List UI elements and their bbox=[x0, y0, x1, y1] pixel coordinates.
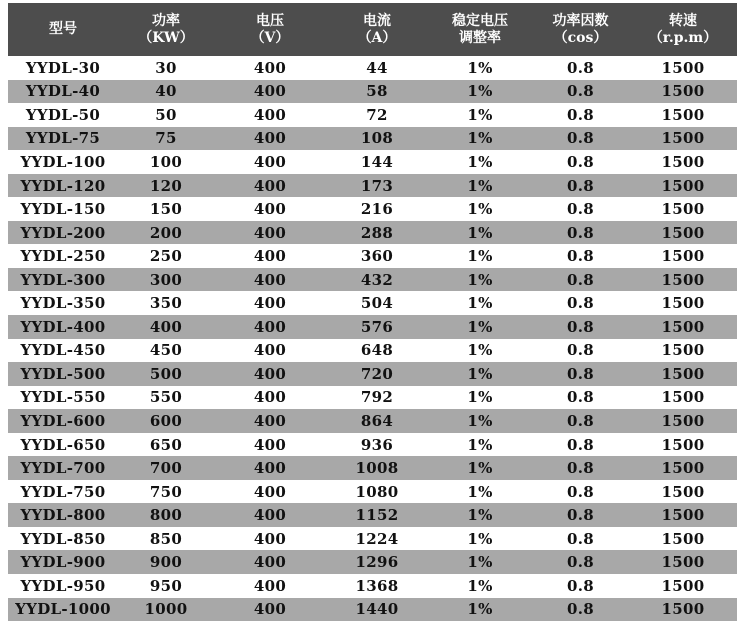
cell-current: 288 bbox=[360, 223, 394, 242]
table-row bbox=[8, 174, 737, 198]
cell-regulation: 1% bbox=[467, 482, 493, 501]
cell-speed: 1500 bbox=[661, 176, 705, 195]
header-label: 电压 bbox=[256, 12, 284, 29]
cell-power: 750 bbox=[149, 482, 183, 501]
cell-power: 300 bbox=[149, 270, 183, 289]
header-power bbox=[118, 3, 214, 56]
header-label: 型号 bbox=[49, 21, 77, 37]
cell-power: 400 bbox=[149, 317, 183, 336]
cell-voltage: 400 bbox=[253, 105, 287, 124]
cell-regulation: 1% bbox=[467, 317, 493, 336]
header-unit: 调整率 bbox=[459, 29, 501, 46]
cell-current: 720 bbox=[360, 364, 394, 383]
header-unit: （cos） bbox=[553, 29, 608, 46]
cell-regulation: 1% bbox=[467, 364, 493, 383]
cell-current: 1440 bbox=[355, 600, 399, 619]
cell-speed: 1500 bbox=[661, 270, 705, 289]
cell-regulation: 1% bbox=[467, 294, 493, 313]
cell-model: YYDL-30 bbox=[25, 58, 101, 77]
header-unit: （V） bbox=[250, 29, 290, 46]
cell-model: YYDL-100 bbox=[20, 152, 106, 171]
cell-regulation: 1% bbox=[467, 576, 493, 595]
cell-power: 50 bbox=[155, 105, 177, 124]
cell-power: 850 bbox=[149, 529, 183, 548]
cell-voltage: 400 bbox=[253, 506, 287, 525]
cell-power: 1000 bbox=[144, 600, 188, 619]
header-model bbox=[8, 3, 118, 56]
cell-voltage: 400 bbox=[253, 576, 287, 595]
cell-speed: 1500 bbox=[661, 247, 705, 266]
cell-power-factor: 0.8 bbox=[567, 553, 594, 572]
cell-speed: 1500 bbox=[661, 341, 705, 360]
cell-current: 432 bbox=[360, 270, 394, 289]
cell-power-factor: 0.8 bbox=[567, 529, 594, 548]
header-power-factor bbox=[532, 3, 629, 56]
table-row bbox=[8, 268, 737, 292]
cell-voltage: 400 bbox=[253, 294, 287, 313]
cell-power-factor: 0.8 bbox=[567, 152, 594, 171]
cell-power-factor: 0.8 bbox=[567, 435, 594, 454]
cell-power: 120 bbox=[149, 176, 183, 195]
cell-voltage: 400 bbox=[253, 459, 287, 478]
cell-current: 792 bbox=[360, 388, 394, 407]
cell-model: YYDL-200 bbox=[20, 223, 106, 242]
header-unit: （A） bbox=[357, 29, 397, 46]
cell-power-factor: 0.8 bbox=[567, 600, 594, 619]
cell-current: 1080 bbox=[355, 482, 399, 501]
cell-regulation: 1% bbox=[467, 435, 493, 454]
cell-power: 350 bbox=[149, 294, 183, 313]
cell-voltage: 400 bbox=[253, 529, 287, 548]
cell-speed: 1500 bbox=[661, 553, 705, 572]
cell-voltage: 400 bbox=[253, 82, 287, 101]
cell-speed: 1500 bbox=[661, 58, 705, 77]
table-row bbox=[8, 433, 737, 457]
cell-model: YYDL-400 bbox=[20, 317, 106, 336]
cell-voltage: 400 bbox=[253, 341, 287, 360]
cell-current: 58 bbox=[366, 82, 388, 101]
cell-power-factor: 0.8 bbox=[567, 459, 594, 478]
table-row bbox=[8, 56, 737, 80]
cell-power-factor: 0.8 bbox=[567, 129, 594, 148]
cell-power-factor: 0.8 bbox=[567, 576, 594, 595]
cell-power-factor: 0.8 bbox=[567, 105, 594, 124]
header-current bbox=[326, 3, 428, 56]
cell-speed: 1500 bbox=[661, 600, 705, 619]
cell-voltage: 400 bbox=[253, 435, 287, 454]
cell-power-factor: 0.8 bbox=[567, 82, 594, 101]
cell-voltage: 400 bbox=[253, 129, 287, 148]
header-label: 稳定电压 bbox=[452, 12, 508, 29]
cell-voltage: 400 bbox=[253, 270, 287, 289]
cell-current: 936 bbox=[360, 435, 394, 454]
cell-voltage: 400 bbox=[253, 223, 287, 242]
cell-speed: 1500 bbox=[661, 152, 705, 171]
table-row bbox=[8, 339, 737, 363]
cell-current: 72 bbox=[366, 105, 388, 124]
cell-current: 504 bbox=[360, 294, 394, 313]
cell-power: 150 bbox=[149, 200, 183, 219]
cell-power-factor: 0.8 bbox=[567, 317, 594, 336]
cell-model: YYDL-950 bbox=[20, 576, 106, 595]
cell-model: YYDL-500 bbox=[20, 364, 106, 383]
cell-model: YYDL-550 bbox=[20, 388, 106, 407]
cell-current: 864 bbox=[360, 411, 394, 430]
cell-model: YYDL-650 bbox=[20, 435, 106, 454]
cell-model: YYDL-900 bbox=[20, 553, 106, 572]
cell-speed: 1500 bbox=[661, 529, 705, 548]
cell-model: YYDL-1000 bbox=[15, 600, 111, 619]
cell-regulation: 1% bbox=[467, 176, 493, 195]
table-row bbox=[8, 103, 737, 127]
cell-regulation: 1% bbox=[467, 411, 493, 430]
cell-regulation: 1% bbox=[467, 129, 493, 148]
generator-spec-table bbox=[8, 3, 737, 621]
cell-current: 1008 bbox=[355, 459, 399, 478]
cell-model: YYDL-40 bbox=[25, 82, 101, 101]
cell-voltage: 400 bbox=[253, 317, 287, 336]
cell-model: YYDL-600 bbox=[20, 411, 106, 430]
cell-power: 75 bbox=[155, 129, 177, 148]
cell-current: 1152 bbox=[355, 506, 399, 525]
cell-power: 900 bbox=[149, 553, 183, 572]
table-row bbox=[8, 221, 737, 245]
cell-current: 360 bbox=[360, 247, 394, 266]
cell-power: 250 bbox=[149, 247, 183, 266]
cell-power-factor: 0.8 bbox=[567, 364, 594, 383]
table-row bbox=[8, 574, 737, 598]
cell-current: 144 bbox=[360, 152, 394, 171]
table-row bbox=[8, 480, 737, 504]
table-body bbox=[8, 56, 737, 621]
table-row bbox=[8, 315, 737, 339]
cell-current: 648 bbox=[360, 341, 394, 360]
cell-model: YYDL-850 bbox=[20, 529, 106, 548]
cell-regulation: 1% bbox=[467, 529, 493, 548]
cell-voltage: 400 bbox=[253, 176, 287, 195]
table-row bbox=[8, 150, 737, 174]
cell-power-factor: 0.8 bbox=[567, 294, 594, 313]
table-row bbox=[8, 550, 737, 574]
cell-voltage: 400 bbox=[253, 411, 287, 430]
cell-voltage: 400 bbox=[253, 364, 287, 383]
table-row bbox=[8, 127, 737, 151]
cell-speed: 1500 bbox=[661, 317, 705, 336]
header-speed bbox=[629, 3, 737, 56]
cell-current: 1296 bbox=[355, 553, 399, 572]
cell-speed: 1500 bbox=[661, 82, 705, 101]
cell-power-factor: 0.8 bbox=[567, 482, 594, 501]
cell-speed: 1500 bbox=[661, 105, 705, 124]
cell-power-factor: 0.8 bbox=[567, 506, 594, 525]
cell-model: YYDL-300 bbox=[20, 270, 106, 289]
table-row bbox=[8, 197, 737, 221]
cell-voltage: 400 bbox=[253, 247, 287, 266]
cell-speed: 1500 bbox=[661, 364, 705, 383]
cell-power: 30 bbox=[155, 58, 177, 77]
cell-voltage: 400 bbox=[253, 200, 287, 219]
cell-current: 173 bbox=[360, 176, 394, 195]
cell-speed: 1500 bbox=[661, 482, 705, 501]
cell-power-factor: 0.8 bbox=[567, 341, 594, 360]
cell-power: 200 bbox=[149, 223, 183, 242]
cell-voltage: 400 bbox=[253, 388, 287, 407]
cell-speed: 1500 bbox=[661, 223, 705, 242]
table-row bbox=[8, 291, 737, 315]
table-row bbox=[8, 456, 737, 480]
cell-current: 1368 bbox=[355, 576, 399, 595]
cell-power: 450 bbox=[149, 341, 183, 360]
cell-regulation: 1% bbox=[467, 506, 493, 525]
cell-power-factor: 0.8 bbox=[567, 58, 594, 77]
cell-power: 950 bbox=[149, 576, 183, 595]
cell-model: YYDL-50 bbox=[25, 105, 101, 124]
header-voltage-regulation bbox=[428, 3, 532, 56]
cell-regulation: 1% bbox=[467, 152, 493, 171]
cell-speed: 1500 bbox=[661, 294, 705, 313]
cell-regulation: 1% bbox=[467, 58, 493, 77]
header-voltage bbox=[214, 3, 326, 56]
cell-power-factor: 0.8 bbox=[567, 176, 594, 195]
cell-power-factor: 0.8 bbox=[567, 388, 594, 407]
cell-voltage: 400 bbox=[253, 600, 287, 619]
table-row bbox=[8, 386, 737, 410]
cell-regulation: 1% bbox=[467, 341, 493, 360]
cell-current: 1224 bbox=[355, 529, 399, 548]
header-unit: （r.p.m） bbox=[648, 29, 718, 46]
cell-power-factor: 0.8 bbox=[567, 247, 594, 266]
cell-model: YYDL-450 bbox=[20, 341, 106, 360]
cell-power-factor: 0.8 bbox=[567, 200, 594, 219]
table-row bbox=[8, 362, 737, 386]
cell-voltage: 400 bbox=[253, 58, 287, 77]
table-row bbox=[8, 503, 737, 527]
cell-power: 800 bbox=[149, 506, 183, 525]
cell-current: 576 bbox=[360, 317, 394, 336]
cell-speed: 1500 bbox=[661, 129, 705, 148]
cell-voltage: 400 bbox=[253, 152, 287, 171]
cell-regulation: 1% bbox=[467, 200, 493, 219]
cell-speed: 1500 bbox=[661, 506, 705, 525]
cell-model: YYDL-350 bbox=[20, 294, 106, 313]
cell-regulation: 1% bbox=[467, 270, 493, 289]
cell-model: YYDL-250 bbox=[20, 247, 106, 266]
table-row bbox=[8, 80, 737, 104]
cell-voltage: 400 bbox=[253, 553, 287, 572]
cell-speed: 1500 bbox=[661, 388, 705, 407]
cell-regulation: 1% bbox=[467, 553, 493, 572]
cell-regulation: 1% bbox=[467, 459, 493, 478]
cell-speed: 1500 bbox=[661, 200, 705, 219]
table-header bbox=[8, 3, 737, 56]
cell-power-factor: 0.8 bbox=[567, 411, 594, 430]
cell-speed: 1500 bbox=[661, 411, 705, 430]
cell-power: 550 bbox=[149, 388, 183, 407]
cell-power: 650 bbox=[149, 435, 183, 454]
cell-model: YYDL-700 bbox=[20, 459, 106, 478]
cell-power-factor: 0.8 bbox=[567, 223, 594, 242]
table-row bbox=[8, 244, 737, 268]
cell-regulation: 1% bbox=[467, 600, 493, 619]
cell-model: YYDL-800 bbox=[20, 506, 106, 525]
cell-current: 44 bbox=[366, 58, 388, 77]
cell-model: YYDL-75 bbox=[25, 129, 101, 148]
cell-model: YYDL-150 bbox=[20, 200, 106, 219]
cell-speed: 1500 bbox=[661, 459, 705, 478]
header-label: 转速 bbox=[669, 12, 697, 29]
cell-speed: 1500 bbox=[661, 435, 705, 454]
header-label: 功率 bbox=[152, 12, 180, 29]
header-label: 功率因数 bbox=[552, 12, 609, 29]
cell-model: YYDL-120 bbox=[20, 176, 106, 195]
cell-current: 216 bbox=[360, 200, 394, 219]
cell-regulation: 1% bbox=[467, 388, 493, 407]
cell-power-factor: 0.8 bbox=[567, 270, 594, 289]
cell-regulation: 1% bbox=[467, 223, 493, 242]
table-row bbox=[8, 409, 737, 433]
cell-model: YYDL-750 bbox=[20, 482, 106, 501]
table-row bbox=[8, 527, 737, 551]
cell-regulation: 1% bbox=[467, 105, 493, 124]
header-row bbox=[8, 3, 737, 56]
cell-power: 500 bbox=[149, 364, 183, 383]
cell-voltage: 400 bbox=[253, 482, 287, 501]
cell-power: 600 bbox=[149, 411, 183, 430]
cell-power: 100 bbox=[149, 152, 183, 171]
cell-regulation: 1% bbox=[467, 247, 493, 266]
header-unit: （KW） bbox=[138, 29, 194, 46]
cell-power: 700 bbox=[149, 459, 183, 478]
cell-power: 40 bbox=[155, 82, 177, 101]
cell-speed: 1500 bbox=[661, 576, 705, 595]
cell-current: 108 bbox=[360, 129, 394, 148]
table-row bbox=[8, 598, 737, 622]
header-label: 电流 bbox=[363, 12, 391, 29]
cell-regulation: 1% bbox=[467, 82, 493, 101]
